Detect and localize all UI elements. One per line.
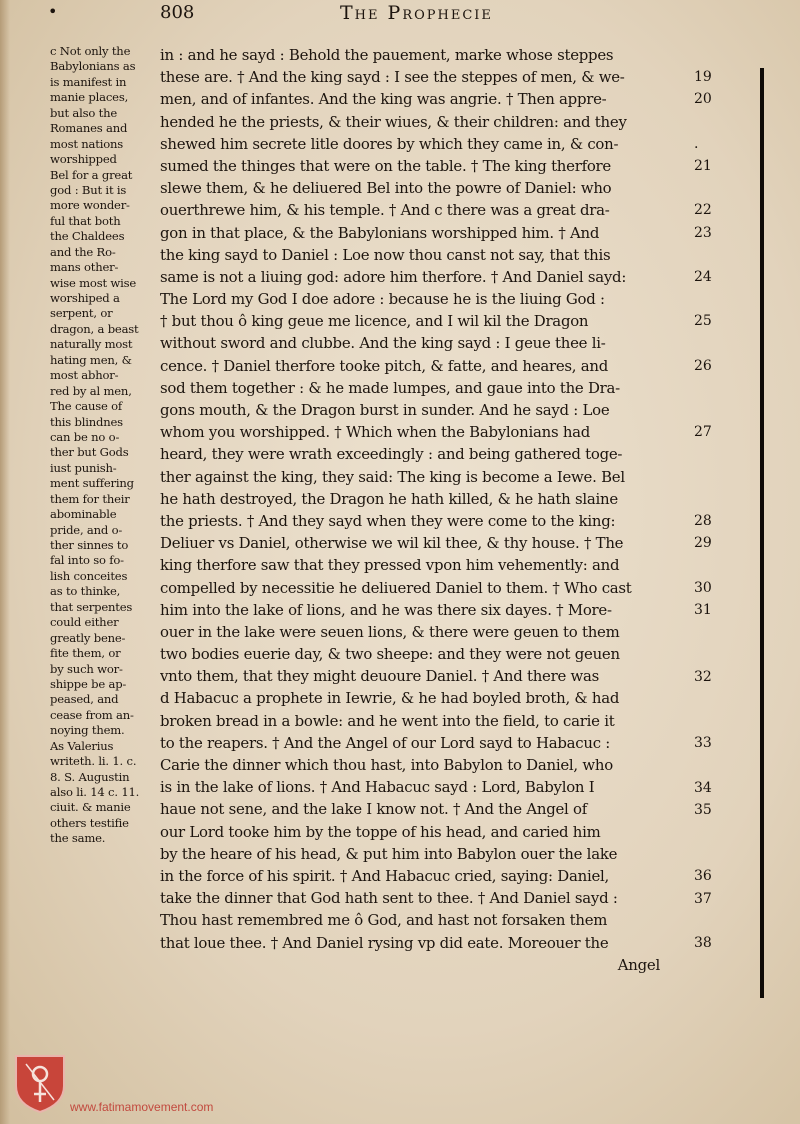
margin-note-line: Romanes and xyxy=(50,121,128,136)
verse-number: 31 xyxy=(694,602,712,618)
margin-note-line: others testifie xyxy=(50,815,129,830)
margin-note-line: As Valerius xyxy=(50,738,114,753)
running-title: The Prophecie xyxy=(340,2,493,24)
margin-note-line: peased, and xyxy=(50,692,119,707)
margin-note-line: manie places, xyxy=(50,90,129,105)
margin-note-line: red by al men, xyxy=(50,383,132,398)
margin-note-line: by such wor- xyxy=(50,661,123,676)
margin-note-line: Babylonians as xyxy=(50,59,136,74)
margin-note-line: abominable xyxy=(50,507,117,522)
margin-note-line: and the Ro- xyxy=(50,244,116,259)
text-line: shewed him secrete litle doores by which they came in, & con- xyxy=(160,134,619,153)
margin-note-line: ciuit. & manie xyxy=(50,800,131,815)
text-line: heard, they were wrath exceedingly : and being gathered toge- xyxy=(160,445,623,464)
text-line: two bodies euerie day, & two sheepe: and they were not geuen xyxy=(160,645,620,664)
text-line: Carie the dinner which thou hast, into Babylon to Daniel, who xyxy=(160,756,613,774)
text-line: cence. † Daniel therfore tooke pitch, & fatte, and heares, and xyxy=(160,356,608,375)
margin-note-line: ther but Gods xyxy=(50,445,129,460)
right-vertical-rule xyxy=(760,68,764,998)
text-line: in : and he sayd : Behold the pauement, marke whose steppes xyxy=(160,46,614,64)
text-line: hended he the priests, & their wiues, & their children: and they xyxy=(160,112,627,131)
margin-note-line: mans other- xyxy=(50,260,119,275)
text-line: d Habacuc a prophete in Iewrie, & he had boyled broth, & had xyxy=(160,689,620,708)
verse-number: 22 xyxy=(694,202,712,219)
text-line: by the heare of his head, & put him into Babylon ouer the lake xyxy=(160,844,618,863)
verse-number: 32 xyxy=(694,668,712,685)
margin-note-line: writeth. li. 1. c. xyxy=(50,754,137,769)
verse-number: 30 xyxy=(694,579,712,596)
margin-note-line: them for their xyxy=(50,491,130,506)
verse-number: 27 xyxy=(694,424,712,441)
margin-note-line: most abhor- xyxy=(50,368,119,383)
margin-note-line: shippe be ap- xyxy=(50,676,127,691)
text-line: compelled by necessitie he deliuered Daniel to them. † Who cast xyxy=(160,578,632,597)
text-line: him into the lake of lions, and he was there six dayes. † More- xyxy=(160,600,612,619)
margin-note-line: naturally most xyxy=(50,337,133,352)
margin-note-line: ful that both xyxy=(50,213,121,228)
catchword: Angel xyxy=(617,955,660,974)
text-line: the priests. † And they sayd when they were come to the king: xyxy=(160,511,616,530)
verse-number: 20 xyxy=(694,91,712,108)
text-line: whom you worshipped. † Which when the Babylonians had xyxy=(160,423,591,442)
verse-number: 25 xyxy=(694,313,712,330)
text-line: men, and of infantes. And the king was angrie. † Then appre- xyxy=(160,90,607,109)
margin-note-line: god : But it is xyxy=(50,182,127,197)
verse-number: 36 xyxy=(694,868,712,885)
margin-note-line: is manifest in xyxy=(50,74,127,89)
verse-number: 28 xyxy=(694,513,712,530)
margin-note-line: can be no o- xyxy=(50,429,120,444)
margin-note-line: lish conceites xyxy=(50,568,128,583)
margin-note-line: greatly bene- xyxy=(50,630,126,645)
margin-note-line: the Chaldees xyxy=(50,229,125,244)
margin-note-line: noying them. xyxy=(50,723,125,738)
margin-note-line: fal into so fo- xyxy=(50,553,124,568)
text-line: Thou hast remembred me ô God, and hast not forsaken them xyxy=(160,911,608,930)
verse-number: 33 xyxy=(694,735,712,752)
text-line: the king sayd to Daniel : Loe now thou canst not say, that this xyxy=(160,245,611,264)
text-line: gons mouth, & the Dragon burst in sunder. And he sayd : Loe xyxy=(160,401,610,419)
margin-note-line: serpent, or xyxy=(50,306,113,321)
text-line: sumed the thinges that were on the table. † The king therfore xyxy=(160,156,611,175)
text-line: that loue thee. † And Daniel rysing vp did eate. Moreouer the xyxy=(160,933,609,952)
verse-number: 21 xyxy=(694,158,712,174)
margin-annotation xyxy=(50,44,158,847)
margin-note-line: more wonder- xyxy=(50,198,130,213)
verse-number: 34 xyxy=(694,779,712,796)
text-line: gon in that place, & the Babylonians worshipped him. † And xyxy=(160,223,600,242)
margin-note-line: as to thinke, xyxy=(50,584,121,599)
margin-note-line: 8. S. Augustin xyxy=(50,769,130,784)
margin-note-line: worshiped a xyxy=(50,291,120,305)
text-line: haue not sene, and the lake I know not. † And the Angel of xyxy=(160,800,588,819)
text-line: these are. † And the king sayd : I see the steppes of men, & we- xyxy=(160,68,625,87)
verse-number: 35 xyxy=(694,801,712,818)
page-fold-shadow xyxy=(0,0,10,1124)
verse-number: 38 xyxy=(694,935,712,951)
text-line: is in the lake of lions. † And Habacuc sayd : Lord, Babylon I xyxy=(160,778,595,797)
margin-note-line: that serpentes xyxy=(50,599,133,614)
page-number: 808 xyxy=(160,2,195,23)
margin-note-line: worshipped xyxy=(50,152,117,167)
margin-note-line: ther sinnes to xyxy=(50,538,129,552)
main-text-column xyxy=(160,44,692,976)
margin-note-line: but also the xyxy=(50,105,118,120)
margin-note-line: dragon, a beast xyxy=(50,321,139,336)
verse-number: 29 xyxy=(694,535,712,552)
page-header xyxy=(48,0,680,26)
margin-note-line: the same. xyxy=(50,831,106,846)
text-line: our Lord tooke him by the toppe of his head, and caried him xyxy=(160,822,601,841)
footer-website: www.fatimamovement.com xyxy=(70,1100,214,1114)
verse-number: 19 xyxy=(694,69,712,86)
text-line: † but thou ô king geue me licence, and I wil kil the Dragon xyxy=(160,312,589,331)
text-line: ther against the king, they said: The king is become a Iewe. Bel xyxy=(160,467,625,486)
margin-note-line: Bel for a great xyxy=(50,167,133,182)
text-line: to the reapers. † And the Angel of our Lord sayd to Habacuc : xyxy=(160,733,611,752)
text-line: same is not a liuing god: adore him therfore. † And Daniel sayd: xyxy=(160,267,627,286)
verse-number: 26 xyxy=(694,357,712,374)
margin-note-line: most nations xyxy=(50,136,124,151)
text-line: sod them together : & he made lumpes, and gaue into the Dra- xyxy=(160,378,620,397)
text-line: broken bread in a bowle: and he went into the field, to carie it xyxy=(160,711,615,730)
margin-note-line: cease from an- xyxy=(50,707,134,722)
margin-note-line: hating men, & xyxy=(50,352,132,367)
text-line: he hath destroyed, the Dragon he hath killed, & he hath slaine xyxy=(160,489,618,508)
fatima-movement-shield-logo xyxy=(12,1052,68,1114)
margin-note-line: pride, and o- xyxy=(50,522,123,537)
text-line: Deliuer vs Daniel, otherwise we wil kil thee, & thy house. † The xyxy=(160,534,624,553)
text-line: The Lord my God I doe adore : because he is the liuing God : xyxy=(160,290,605,309)
text-line: ouer in the lake were seuen lions, & there were geuen to them xyxy=(160,622,620,641)
text-line: slewe them, & he deliuered Bel into the powre of Daniel: who xyxy=(160,179,612,198)
verse-number: 37 xyxy=(694,890,712,907)
corner-mark: • xyxy=(48,2,58,21)
text-line: take the dinner that God hath sent to thee. † And Daniel sayd : xyxy=(160,889,618,908)
margin-note-line: c Not only the xyxy=(50,44,131,58)
verse-number: . xyxy=(694,135,699,152)
margin-note-line: The cause of xyxy=(50,399,122,414)
margin-note-line: ment suffering xyxy=(50,476,134,491)
margin-note-line: this blindnes xyxy=(50,414,123,429)
margin-note-line: wise most wise xyxy=(50,275,137,290)
verse-number: 24 xyxy=(694,269,712,285)
margin-note-line: also li. 14 c. 11. xyxy=(50,785,140,799)
margin-note-line: could either xyxy=(50,615,119,630)
text-line: in the force of his spirit. † And Habacuc cried, saying: Daniel, xyxy=(160,866,610,885)
margin-note-line: iust punish- xyxy=(50,460,117,475)
text-line: without sword and clubbe. And the king sayd : I geue thee li- xyxy=(160,334,606,353)
text-line: vnto them, that they might deuoure Daniel. † And there was xyxy=(160,667,600,686)
verse-number: 23 xyxy=(694,224,712,241)
text-line: ouerthrewe him, & his temple. † And c there was a great dra- xyxy=(160,201,610,220)
margin-note-line: fite them, or xyxy=(50,646,121,661)
text-line: king therfore saw that they pressed vpon him vehemently: and xyxy=(160,556,620,575)
